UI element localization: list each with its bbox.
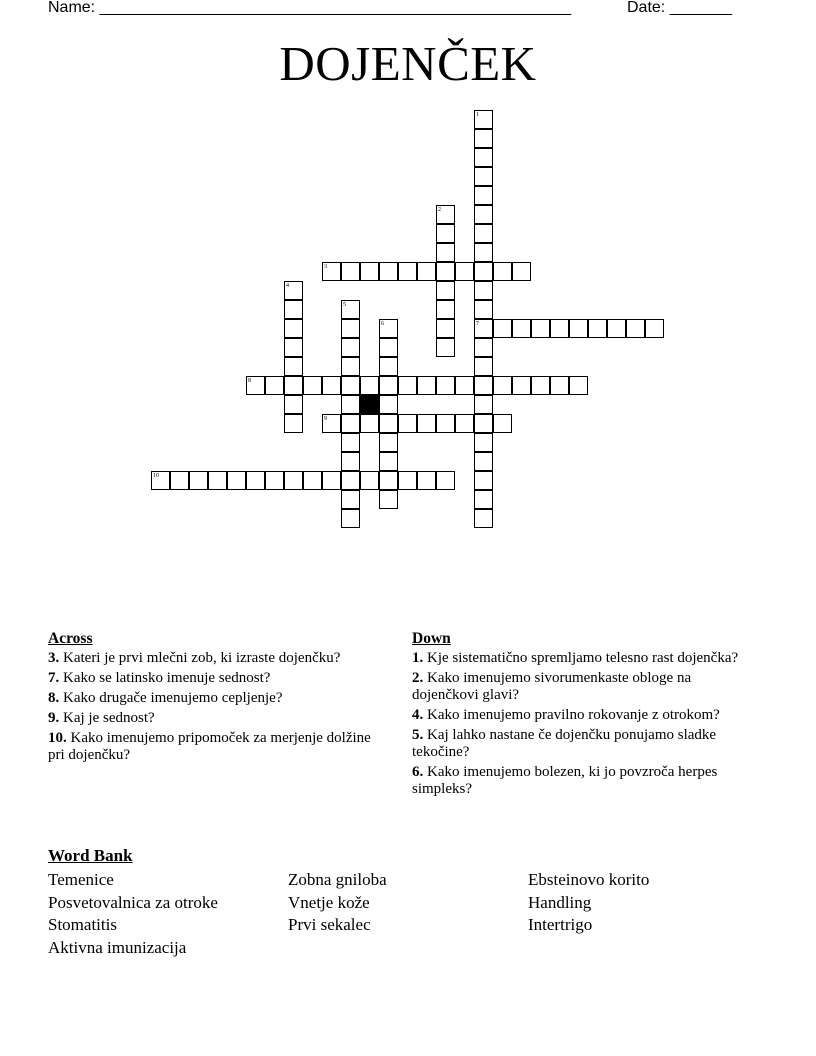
word-bank-item: Posvetovalnica za otroke — [48, 892, 218, 912]
grid-cell[interactable] — [341, 319, 360, 338]
word-bank-item: Temenice — [48, 870, 114, 889]
grid-cell[interactable] — [341, 471, 360, 490]
grid-cell[interactable] — [189, 471, 208, 490]
clue-text: Kje sistematično spremljamo telesno rast dojenčka? — [427, 650, 739, 666]
grid-cell[interactable] — [265, 471, 284, 490]
grid-cell[interactable] — [208, 471, 227, 490]
grid-cell[interactable] — [512, 319, 531, 338]
word-bank-item: Ebsteinovo korito — [528, 870, 650, 889]
grid-cell[interactable] — [341, 509, 360, 528]
clue-text: Kako imenujemo pripomoček za merjenje dolžine pri dojenčku? — [48, 730, 371, 763]
across-clue — [48, 650, 388, 667]
grid-cell[interactable] — [436, 243, 455, 262]
grid-cell[interactable] — [626, 319, 645, 338]
grid-cell[interactable] — [474, 186, 493, 205]
grid-cell[interactable] — [531, 319, 550, 338]
grid-cell[interactable] — [512, 262, 531, 281]
grid-cell[interactable] — [341, 262, 360, 281]
word-bank-list — [48, 869, 768, 959]
grid-cell[interactable] — [493, 262, 512, 281]
grid-cell[interactable] — [341, 338, 360, 357]
clue-text: Kako imenujemo pravilno rokovanje z otrokom? — [427, 707, 720, 723]
grid-cell[interactable] — [284, 471, 303, 490]
clue-number: 8. — [48, 690, 60, 706]
grid-cell[interactable] — [341, 433, 360, 452]
clue-number: 1. — [412, 650, 424, 666]
grid-cell[interactable] — [436, 224, 455, 243]
grid-cell[interactable] — [474, 281, 493, 300]
grid-cell[interactable] — [227, 471, 246, 490]
clue-text: Kateri je prvi mlečni zob, ki izraste dojenčku? — [63, 650, 341, 666]
grid-cell[interactable] — [550, 376, 569, 395]
clue-number: 7. — [48, 670, 60, 686]
grid-cell[interactable] — [360, 262, 379, 281]
grid-cell[interactable] — [398, 376, 417, 395]
down-clue — [412, 707, 752, 724]
clue-number: 10. — [48, 730, 67, 746]
word-bank-item: Vnetje kože — [288, 892, 370, 912]
grid-cell[interactable] — [493, 319, 512, 338]
clue-number-marker: 4 — [286, 283, 289, 289]
grid-cell[interactable] — [341, 357, 360, 376]
clue-number-marker: 5 — [343, 302, 346, 308]
grid-cell[interactable] — [417, 376, 436, 395]
grid-cell[interactable] — [284, 319, 303, 338]
grid-cell[interactable] — [474, 433, 493, 452]
across-clues — [48, 630, 388, 767]
clue-text: Kako imenujemo sivorumenkaste obloge na dojenčkovi glavi? — [412, 670, 692, 703]
grid-cell[interactable] — [474, 262, 493, 281]
grid-cell[interactable] — [322, 471, 341, 490]
grid-cell[interactable] — [531, 376, 550, 395]
grid-cell[interactable] — [284, 338, 303, 357]
grid-cell[interactable] — [379, 376, 398, 395]
grid-cell[interactable] — [303, 471, 322, 490]
clue-text: Kaj lahko nastane če dojenčku ponujamo sladke tekočine? — [412, 727, 717, 760]
grid-cell[interactable] — [474, 224, 493, 243]
name-field-label: Name: _____________________________________________________ — [48, 0, 572, 16]
grid-cell[interactable] — [512, 376, 531, 395]
grid-cell[interactable] — [474, 243, 493, 262]
down-clue — [412, 670, 752, 704]
grid-cell[interactable] — [436, 319, 455, 338]
clue-number-marker: 10 — [153, 473, 159, 479]
across-clue — [48, 690, 388, 707]
down-clue — [412, 764, 752, 798]
grid-cell[interactable] — [341, 414, 360, 433]
grid-cell[interactable] — [417, 471, 436, 490]
grid-cell[interactable] — [645, 319, 664, 338]
down-heading: Down — [412, 630, 451, 647]
grid-cell[interactable] — [341, 376, 360, 395]
grid-cell[interactable] — [474, 129, 493, 148]
grid-cell[interactable] — [436, 414, 455, 433]
down-clue — [412, 727, 752, 761]
word-bank-item: Aktivna imunizacija — [48, 937, 187, 957]
grid-cell[interactable] — [436, 376, 455, 395]
clue-number-marker: 8 — [248, 378, 251, 384]
grid-cell[interactable] — [474, 148, 493, 167]
grid-cell[interactable] — [474, 414, 493, 433]
clue-text: Kako se latinsko imenuje sednost? — [63, 670, 271, 686]
clue-number: 3. — [48, 650, 60, 666]
grid-cell[interactable] — [379, 433, 398, 452]
grid-cell[interactable] — [341, 395, 360, 414]
clue-number: 5. — [412, 727, 424, 743]
grid-cell[interactable] — [474, 395, 493, 414]
word-bank-heading: Word Bank — [48, 846, 133, 865]
down-clue — [412, 650, 752, 667]
across-heading: Across — [48, 630, 93, 647]
grid-cell[interactable] — [379, 357, 398, 376]
clue-text: Kako imenujemo bolezen, ki jo povzroča herpes simpleks? — [412, 764, 718, 797]
clue-number: 4. — [412, 707, 424, 723]
grid-cell[interactable] — [474, 490, 493, 509]
word-bank-item: Handling — [528, 892, 592, 912]
grid-cell[interactable] — [474, 452, 493, 471]
grid-cell[interactable] — [474, 300, 493, 319]
grid-cell[interactable] — [379, 262, 398, 281]
word-bank-item: Zobna gniloba — [288, 870, 387, 889]
clue-number-marker: 1 — [476, 112, 479, 118]
grid-cell[interactable] — [455, 414, 474, 433]
grid-cell[interactable] — [379, 338, 398, 357]
grid-cell[interactable] — [493, 376, 512, 395]
grid-cell[interactable] — [436, 281, 455, 300]
grid-cell[interactable] — [569, 376, 588, 395]
grid-cell[interactable] — [474, 509, 493, 528]
grid-cell[interactable] — [569, 319, 588, 338]
clue-number-marker: 6 — [381, 321, 384, 327]
clue-number: 9. — [48, 710, 60, 726]
grid-cell[interactable] — [436, 262, 455, 281]
grid-cell[interactable] — [284, 300, 303, 319]
grid-cell[interactable] — [455, 376, 474, 395]
grid-cell[interactable] — [474, 167, 493, 186]
grid-cell[interactable] — [474, 376, 493, 395]
grid-cell[interactable] — [398, 262, 417, 281]
grid-cell[interactable] — [550, 319, 569, 338]
grid-cell[interactable] — [493, 414, 512, 433]
word-bank-item: Prvi sekalec — [288, 915, 371, 934]
across-clue — [48, 730, 388, 764]
grid-cell[interactable] — [303, 376, 322, 395]
clue-number-marker: 2 — [438, 207, 441, 213]
grid-cell[interactable] — [474, 357, 493, 376]
clue-text: Kaj je sednost? — [63, 710, 155, 726]
date-field-label: Date: _______ — [627, 0, 732, 16]
grid-cell[interactable] — [474, 205, 493, 224]
grid-cell[interactable] — [379, 471, 398, 490]
grid-cell[interactable] — [246, 471, 265, 490]
grid-cell[interactable] — [607, 319, 626, 338]
down-clues — [412, 630, 752, 801]
clue-number-marker: 7 — [476, 321, 479, 327]
clue-text: Kako drugače imenujemo cepljenje? — [63, 690, 283, 706]
grid-cell[interactable] — [379, 414, 398, 433]
grid-cell[interactable] — [265, 376, 284, 395]
clue-number-marker: 3 — [324, 264, 327, 270]
grid-cell[interactable] — [379, 490, 398, 509]
grid-cell[interactable] — [474, 338, 493, 357]
grid-cell[interactable] — [474, 471, 493, 490]
grid-cell[interactable] — [360, 414, 379, 433]
clue-number-marker: 9 — [324, 416, 327, 422]
grid-cell[interactable] — [284, 376, 303, 395]
grid-cell[interactable] — [588, 319, 607, 338]
grid-cell[interactable] — [455, 262, 474, 281]
grid-cell[interactable] — [284, 414, 303, 433]
grid-cell[interactable] — [322, 376, 341, 395]
grid-cell[interactable] — [436, 338, 455, 357]
grid-block — [360, 395, 379, 414]
grid-cell[interactable] — [436, 300, 455, 319]
grid-cell[interactable] — [417, 414, 436, 433]
grid-cell[interactable] — [284, 357, 303, 376]
across-clue — [48, 670, 388, 687]
clue-number: 6. — [412, 764, 424, 780]
grid-cell[interactable] — [398, 471, 417, 490]
grid-cell[interactable] — [284, 395, 303, 414]
grid-cell[interactable] — [360, 471, 379, 490]
grid-cell[interactable] — [170, 471, 189, 490]
grid-cell[interactable] — [360, 376, 379, 395]
clue-number: 2. — [412, 670, 424, 686]
grid-cell[interactable] — [341, 490, 360, 509]
grid-cell[interactable] — [379, 452, 398, 471]
word-bank — [48, 846, 768, 959]
grid-cell[interactable] — [341, 452, 360, 471]
across-clue — [48, 710, 388, 727]
grid-cell[interactable] — [398, 414, 417, 433]
grid-cell[interactable] — [436, 471, 455, 490]
grid-cell[interactable] — [417, 262, 436, 281]
grid-cell[interactable] — [379, 395, 398, 414]
word-bank-item: Intertrigo — [528, 915, 593, 934]
word-bank-item: Stomatitis — [48, 915, 117, 934]
puzzle-title: DOJENČEK — [279, 36, 537, 91]
